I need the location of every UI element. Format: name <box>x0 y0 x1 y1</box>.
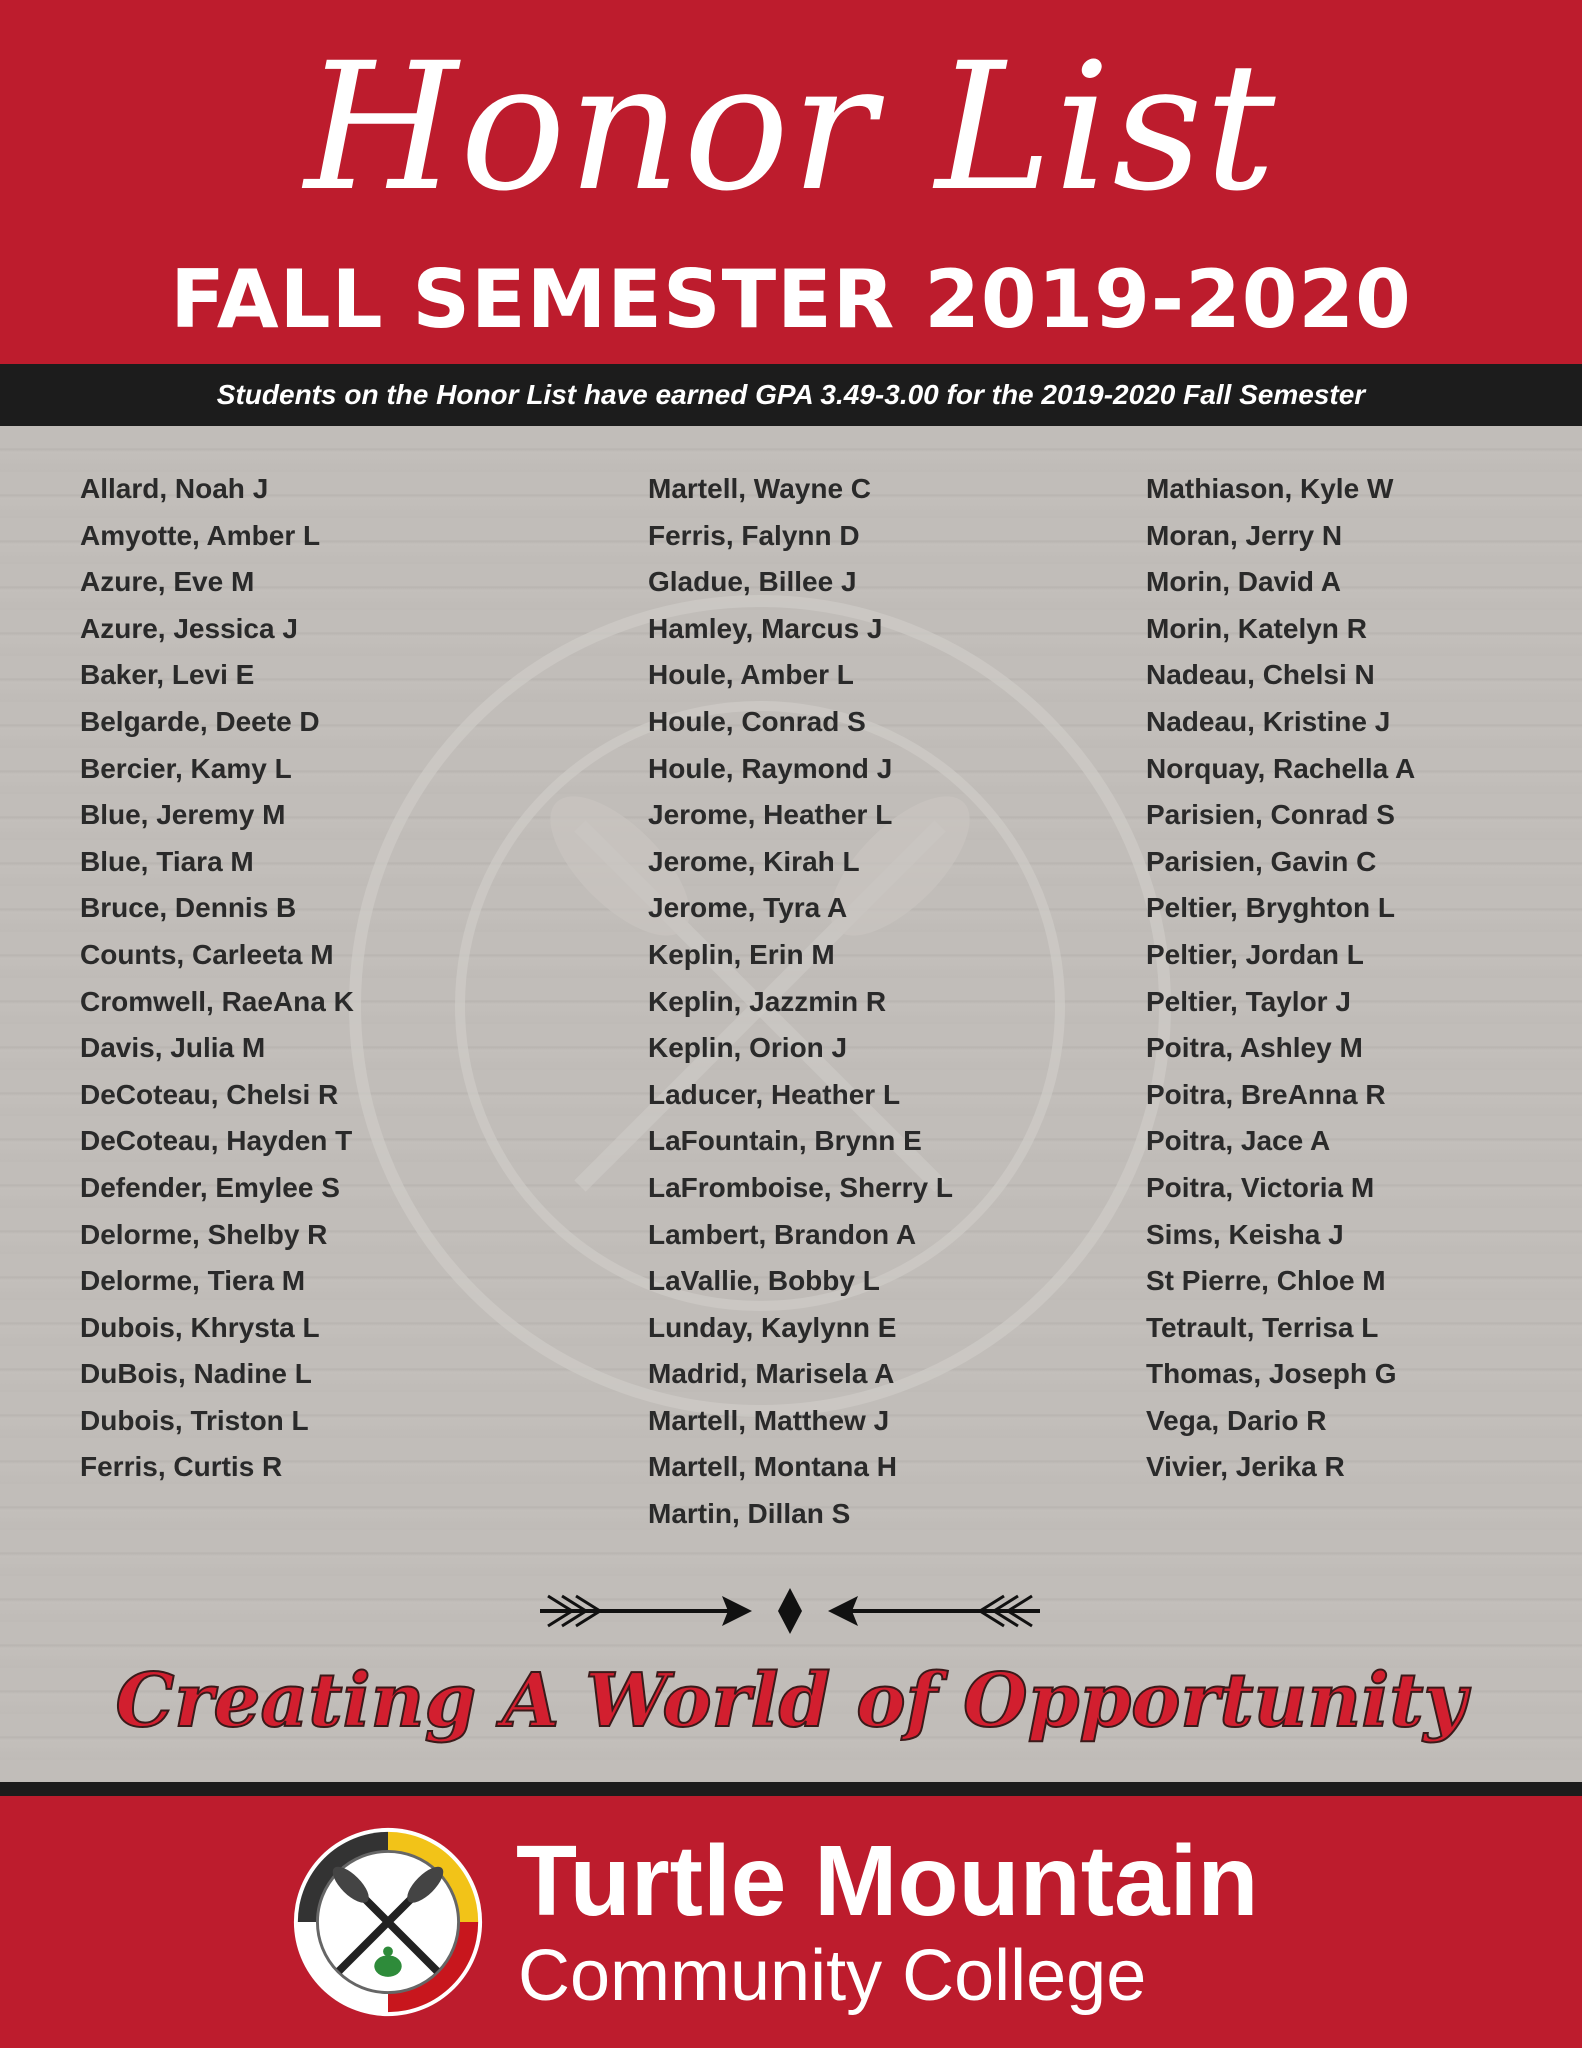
student-name: Blue, Jeremy M <box>80 799 286 831</box>
student-name: Parisien, Gavin C <box>1146 845 1377 877</box>
footer <box>0 1796 1582 2048</box>
student-name: Martell, Montana H <box>648 1451 897 1483</box>
student-name: Peltier, Bryghton L <box>1146 892 1395 924</box>
student-name: Blue, Tiara M <box>80 845 254 877</box>
student-name: Moran, Jerry N <box>1146 519 1343 551</box>
student-name: Parisien, Conrad S <box>1146 799 1395 831</box>
student-name: DeCoteau, Chelsi R <box>80 1078 339 1110</box>
criteria-banner: Students on the Honor List have earned GPA 3.49-3.00 for the 2019-2020 Fall Semester <box>0 364 1582 426</box>
student-name: Houle, Conrad S <box>648 705 866 737</box>
student-name: Lambert, Brandon A <box>648 1218 917 1250</box>
student-name: Martell, Matthew J <box>648 1404 890 1436</box>
student-name: Delorme, Shelby R <box>80 1218 328 1250</box>
student-name: Nadeau, Kristine J <box>1146 705 1391 737</box>
page-title: Honor List <box>304 25 1278 230</box>
student-name: LaFromboise, Sherry L <box>648 1171 953 1203</box>
student-name: Vivier, Jerika R <box>1146 1451 1345 1483</box>
student-name: Lunday, Kaylynn E <box>648 1311 897 1343</box>
student-name: Morin, Katelyn R <box>1146 612 1367 644</box>
student-name: Dubois, Khrysta L <box>80 1311 320 1343</box>
student-name: Martell, Wayne C <box>648 473 872 504</box>
student-name: Delorme, Tiera M <box>80 1265 306 1297</box>
student-name: Gladue, Billee J <box>648 566 857 598</box>
student-name: Jerome, Kirah L <box>648 845 860 877</box>
student-name: DuBois, Nadine L <box>80 1358 312 1390</box>
student-name: Bruce, Dennis B <box>80 892 297 924</box>
student-name: Davis, Julia M <box>80 1032 266 1064</box>
student-name: Defender, Emylee S <box>80 1171 340 1203</box>
student-name: Keplin, Erin M <box>648 938 835 970</box>
student-name: Dubois, Triston L <box>80 1404 309 1436</box>
student-name: Poitra, Victoria M <box>1146 1171 1375 1203</box>
student-name: Ferris, Falynn D <box>648 519 860 551</box>
student-name: Azure, Jessica J <box>80 612 298 644</box>
student-name: Ferris, Curtis R <box>80 1451 283 1483</box>
college-seal-logo-icon <box>290 1824 486 2020</box>
student-name: Tetrault, Terrisa L <box>1146 1311 1379 1343</box>
student-name: Houle, Amber L <box>648 659 854 691</box>
student-name: Allard, Noah J <box>80 473 269 504</box>
student-name: Keplin, Orion J <box>648 1032 848 1064</box>
student-name: Mathiason, Kyle W <box>1146 473 1394 504</box>
student-name: Peltier, Jordan L <box>1146 938 1364 970</box>
student-name: Poitra, Jace A <box>1146 1125 1331 1157</box>
footer-divider <box>0 1782 1582 1796</box>
student-name: Houle, Raymond J <box>648 752 893 784</box>
student-name: Morin, David A <box>1146 566 1341 598</box>
student-name: Keplin, Jazzmin R <box>648 985 887 1017</box>
student-name: Cromwell, RaeAna K <box>80 985 354 1017</box>
student-name: Baker, Levi E <box>80 659 255 691</box>
student-name: Counts, Carleeta M <box>80 938 334 970</box>
student-name: LaVallie, Bobby L <box>648 1265 880 1297</box>
student-name: Jerome, Tyra A <box>648 892 848 924</box>
college-name: Turtle Mountain <box>516 1825 1259 1937</box>
student-column-3 <box>1146 466 1415 1491</box>
student-name: Bercier, Kamy L <box>80 752 292 784</box>
student-name: Norquay, Rachella A <box>1146 752 1416 784</box>
student-name: Peltier, Taylor J <box>1146 985 1351 1017</box>
student-name: LaFountain, Brynn E <box>648 1125 922 1157</box>
student-name: Thomas, Joseph G <box>1146 1358 1397 1390</box>
student-name: Jerome, Heather L <box>648 799 893 831</box>
student-name: Nadeau, Chelsi N <box>1146 659 1375 691</box>
student-name: Vega, Dario R <box>1146 1404 1327 1436</box>
student-name: Laducer, Heather L <box>648 1078 901 1110</box>
semester-subtitle: FALL SEMESTER 2019-2020 <box>170 253 1412 346</box>
tagline: Creating A World of Opportunity <box>115 1658 1467 1744</box>
student-name: Sims, Keisha J <box>1146 1218 1344 1250</box>
student-name: Amyotte, Amber L <box>80 519 321 551</box>
student-column-2 <box>648 466 953 1538</box>
student-name: Belgarde, Deete D <box>80 705 320 737</box>
honor-list-section <box>0 426 1582 1782</box>
college-subname: Community College <box>518 1936 1147 2016</box>
student-name: Azure, Eve M <box>80 566 255 598</box>
student-name: Madrid, Marisela A <box>648 1358 895 1390</box>
student-name: Poitra, BreAnna R <box>1146 1078 1386 1110</box>
student-name: Hamley, Marcus J <box>648 612 883 644</box>
student-name: DeCoteau, Hayden T <box>80 1125 353 1157</box>
crossed-arrows-divider-icon <box>540 1576 1040 1646</box>
student-name: Poitra, Ashley M <box>1146 1032 1363 1064</box>
student-name: Martin, Dillan S <box>648 1498 851 1530</box>
student-column-1 <box>80 466 354 1491</box>
student-name: St Pierre, Chloe M <box>1146 1265 1386 1297</box>
header <box>0 0 1582 364</box>
